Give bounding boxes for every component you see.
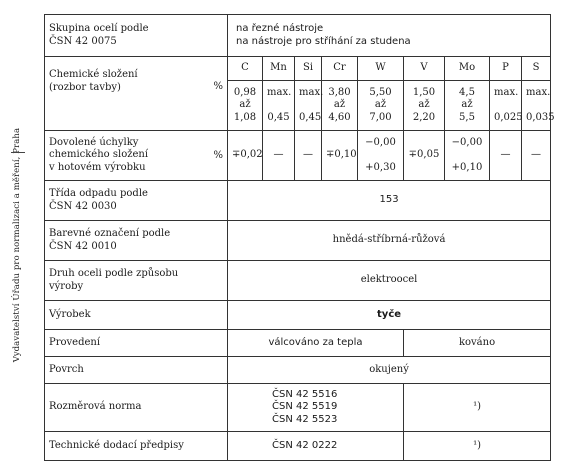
side-margin: [2, 0, 32, 476]
composition-value: 0,98 až 1,08: [228, 81, 263, 131]
composition-value: max. 0,45: [295, 81, 322, 131]
label-uchylky: % Dovolené úchylky chemického složení v hotovém výrobku: [45, 131, 228, 181]
element-header: P: [490, 57, 522, 81]
tolerance-value: −0,00 +0,30: [358, 131, 404, 181]
composition-value: max. 0,025: [490, 81, 522, 131]
label-druh: Druh oceli podle způsobu výroby: [45, 261, 228, 301]
row-barevne: [45, 221, 551, 261]
label-rozmerova: Rozměrová norma: [45, 384, 228, 432]
composition-value: 4,5 až 5,5: [445, 81, 490, 131]
value-technicke-left: ČSN 42 0222: [228, 432, 404, 461]
tolerance-value: ∓0,02: [228, 131, 263, 181]
value-trida: 153: [228, 181, 551, 221]
margin-dash: [11, 152, 25, 153]
value-technicke-right: ¹): [404, 432, 551, 461]
tolerance-value: —: [522, 131, 551, 181]
value-barevne: hnědá-stříbrná-růžová: [228, 221, 551, 261]
row-rozmerova: [45, 384, 551, 432]
row-elements-header: [45, 57, 551, 81]
label-skupina: Skupina ocelí podle ČSN 42 0075: [45, 15, 228, 57]
element-header: Cr: [322, 57, 358, 81]
composition-value: max. 0,45: [263, 81, 295, 131]
label-technicke: Technické dodací předpisy: [45, 432, 228, 461]
value-povrch: okujený: [228, 357, 551, 384]
tolerance-value: —: [490, 131, 522, 181]
row-skupina: [45, 15, 551, 57]
label-vyrobek: Výrobek: [45, 301, 228, 330]
tolerance-value: —: [295, 131, 322, 181]
label-provedeni: Provedení: [45, 330, 228, 357]
row-povrch: [45, 357, 551, 384]
composition-value: 1,50 až 2,20: [404, 81, 445, 131]
value-provedeni-left: válcováno za tepla: [228, 330, 404, 357]
value-rozmerova-right: ¹): [404, 384, 551, 432]
row-provedeni: [45, 330, 551, 357]
publisher-note: Vydavatelství Úřadu pro normalizaci a měření, Praha: [12, 127, 22, 363]
row-technicke: [45, 432, 551, 461]
composition-value: max. 0,035: [522, 81, 551, 131]
value-provedeni-right: kováno: [404, 330, 551, 357]
element-header: C: [228, 57, 263, 81]
composition-value: 5,50 až 7,00: [358, 81, 404, 131]
element-header: Si: [295, 57, 322, 81]
element-header: W: [358, 57, 404, 81]
label-slozeni: % Chemické složení (rozbor tavby): [45, 57, 228, 131]
tolerance-value: —: [263, 131, 295, 181]
element-header: S: [522, 57, 551, 81]
row-vyrobek: [45, 301, 551, 330]
label-trida: Třída odpadu podle ČSN 42 0030: [45, 181, 228, 221]
row-trida: [45, 181, 551, 221]
element-header: V: [404, 57, 445, 81]
tolerance-value: ∓0,05: [404, 131, 445, 181]
value-skupina: na řezné nástroje na nástroje pro stříhání za studena: [228, 15, 551, 57]
value-rozmerova-left: ČSN 42 5516 ČSN 42 5519 ČSN 42 5523: [228, 384, 404, 432]
element-header: Mo: [445, 57, 490, 81]
value-druh: elektroocel: [228, 261, 551, 301]
composition-value: 3,80 až 4,60: [322, 81, 358, 131]
value-vyrobek: tyče: [228, 301, 551, 330]
tolerance-value: −0,00 +0,10: [445, 131, 490, 181]
row-uchylky: [45, 131, 551, 181]
tolerance-value: ∓0,10: [322, 131, 358, 181]
label-barevne: Barevné označení podle ČSN 42 0010: [45, 221, 228, 261]
label-povrch: Povrch: [45, 357, 228, 384]
steel-spec-table: [44, 14, 555, 461]
row-druh: [45, 261, 551, 301]
element-header: Mn: [263, 57, 295, 81]
